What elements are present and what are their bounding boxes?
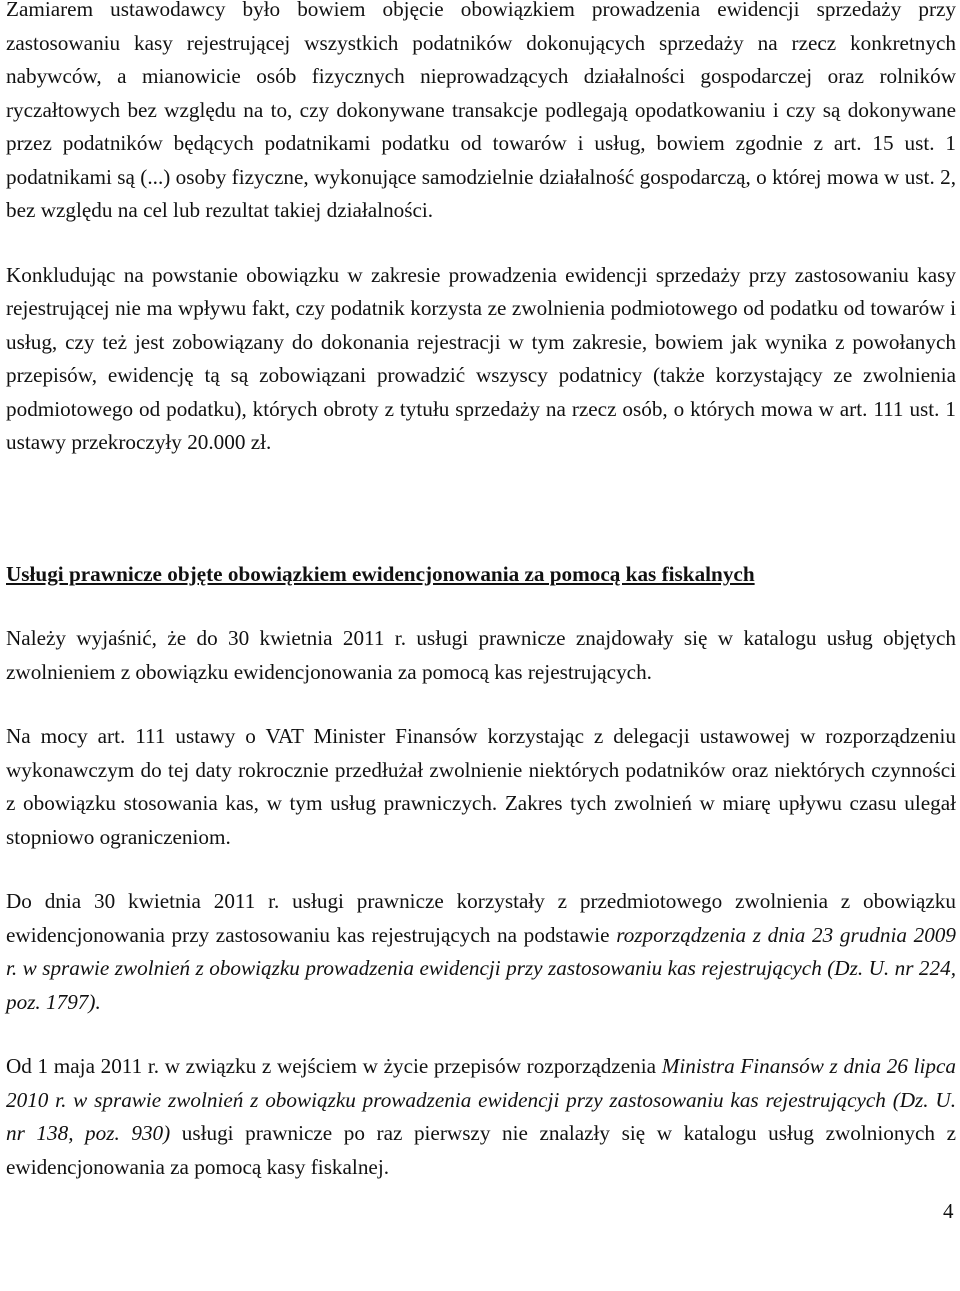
paragraph-from-may-2011: [6, 1050, 956, 1184]
paragraph-text: Od 1 maja 2011 r. w związku z wejściem w życie przepisów rozporządzenia: [6, 1054, 662, 1078]
regulation-citation: Ministra Finansów z dnia 26 lipca 2010 r. w sprawie zwolnień z obowiązku prowadzenia ewidencji przy zastosowaniu kas rejestrujących (Dz. U. nr 138, poz. 930): [6, 1054, 956, 1145]
page-number: 4: [943, 1199, 954, 1223]
paragraph-until-april-2011: [6, 885, 956, 1019]
paragraph-art-111: Na mocy art. 111 ustawy o VAT Minister Finansów korzystając z delegacji ustawowej w rozporządzeniu wykonawczym do tej daty rokrocznie przedłużał zwolnienie niektórych podatników oraz niektórych czynności z obowiązku stosowania kas, w tym usług prawniczych. Zakres tych zwolnień w miarę upływu czasu ulegał stopniowo ograniczeniom.: [6, 724, 956, 849]
paragraph-text: usługi prawnicze po raz pierwszy nie znalazły się w katalogu usług zwolnionych z ewidencjonowania za pomocą kasy fiskalnej.: [6, 1121, 957, 1179]
regulation-citation: rozporządzenia z dnia 23 grudnia 2009 r. w sprawie zwolnień z obowiązku prowadzenia ewidencji przy zastosowaniu kas rejestrujących (Dz. U. nr 224, poz. 1797).: [6, 922, 956, 1014]
document-page: [6, 0, 956, 1184]
section-heading: Usługi prawnicze objęte obowiązkiem ewidencjonowania za pomocą kas fiskalnych: [6, 561, 755, 586]
paragraph-conclusion: Konkludując na powstanie obowiązku w zakresie prowadzenia ewidencji sprzedaży przy zastosowaniu kasy rejestrującej nie ma wpływu fakt, czy podatnik korzysta ze zwolnienia podmiotowego od podatku od towarów i usług, czy też jest zobowiązany do dokonania rejestracji w tym zakresie, bowiem jak wynika z powołanych przepisów, ewidencję tą są zobowiązani prowadzić wszyscy podatnicy (także korzystający ze zwolnienia podmiotowego od podatku), których obroty z tytułu sprzedaży na rzecz osób, o których mowa w art. 111 ust. 1 ustawy przekroczyły 20.000 zł.: [6, 262, 956, 454]
paragraph-legislator-intent: Zamiarem ustawodawcy było bowiem objęcie obowiązkiem prowadzenia ewidencji sprzedaży przy zastosowaniu kasy rejestrującej wszystkich podatników dokonujących sprzedaży na rzecz konkretnych nabywców, a mianowicie osób fizycznych nieprowadzących działalności gospodarczej oraz rolników ryczałtowych bez względu na to, czy dokonywane transakcje podlegają opodatkowaniu i czy są dokonywane przez podatników będących podatnikami podatku od towarów i usług, bowiem zgodnie z art. 15 ust. 1 podatnikami są (...) osoby fizyczne, wykonujące samodzielnie działalność gospodarczą, o której mowa w ust. 2, bez względu na cel lub rezultat takiej działalności.: [6, 0, 956, 222]
paragraph-explanation: Należy wyjaśnić, że do 30 kwietnia 2011 r. usługi prawnicze znajdowały się w katalogu usług objętych zwolnieniem z obowiązku ewidencjonowania za pomocą kas rejestrujących.: [6, 626, 956, 684]
paragraph-text: Do dnia 30 kwietnia 2011 r. usługi prawnicze korzystały z przedmiotowego zwolnienia z obowiązku ewidencjonowania przy zastosowaniu kas rejestrujących na podstawie: [6, 889, 956, 947]
